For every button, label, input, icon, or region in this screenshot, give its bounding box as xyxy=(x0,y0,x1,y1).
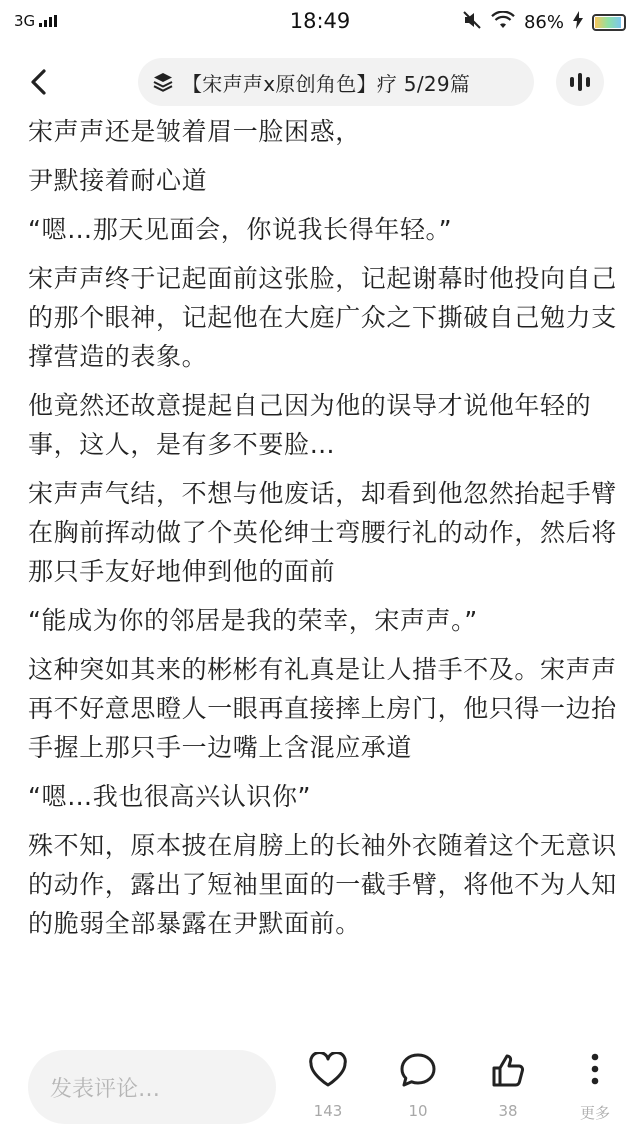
battery-icon xyxy=(592,14,626,31)
audio-button[interactable] xyxy=(556,58,604,106)
comment-input[interactable]: 发表评论… xyxy=(28,1050,276,1124)
paragraph: “嗯…我也很高兴认识你” xyxy=(28,782,312,811)
thumbs-up-count: 38 xyxy=(498,1102,518,1120)
wifi-icon xyxy=(491,11,515,34)
network-type: 3G xyxy=(14,12,36,30)
like-count: 143 xyxy=(313,1102,343,1120)
status-bar xyxy=(0,0,640,44)
heart-icon xyxy=(308,1052,348,1088)
speech-bubble-icon xyxy=(398,1052,438,1088)
chapter-title: 【宋声声x原创角色】疗 5/29篇 xyxy=(182,71,471,96)
chapter-title-pill[interactable] xyxy=(138,58,534,106)
status-icons xyxy=(462,10,626,35)
mute-icon xyxy=(462,10,482,35)
paragraph: 尹默接着耐心道 xyxy=(28,166,208,195)
comment-count: 10 xyxy=(408,1102,428,1120)
chevron-left-icon xyxy=(22,64,58,100)
paragraph: “嗯…那天见面会，你说我长得年轻。” xyxy=(28,215,453,244)
paragraph: 殊不知，原本披在肩膀上的长袖外衣随着这个无意识的动作，露出了短袖里面的一截手臂，将他不为人知的脆弱全部暴露在尹默面前。 xyxy=(28,831,617,938)
top-nav xyxy=(0,52,640,112)
battery-percent: 86% xyxy=(523,12,564,33)
comment-button[interactable] xyxy=(383,1052,453,1120)
paragraph: “能成为你的邻居是我的荣幸，宋声声。” xyxy=(28,606,478,635)
like-button[interactable] xyxy=(293,1052,363,1120)
more-label: 更多 xyxy=(579,1104,610,1122)
paragraph: 他竟然还故意提起自己因为他的误导才说他年轻的事，这人，是有多不要脸… xyxy=(28,391,592,459)
layers-icon xyxy=(152,71,174,93)
clock: 18:49 xyxy=(289,9,351,33)
more-vertical-icon xyxy=(575,1052,615,1088)
paragraph: 这种突如其来的彬彬有礼真是让人措手不及。宋声声再不好意思瞪人一眼再直接摔上房门，他只得一边抬手握上那只手一边嘴上含混应承道 xyxy=(28,655,617,762)
paragraph: 宋声声气结，不想与他废话，却看到他忽然抬起手臂在胸前挥动做了个英伦绅士弯腰行礼的动作，然后将那只手友好地伸到他的面前 xyxy=(28,479,617,586)
back-button[interactable] xyxy=(22,64,58,100)
thumbs-up-button[interactable] xyxy=(473,1052,543,1120)
thumbs-up-icon xyxy=(488,1052,528,1088)
audio-bars-icon xyxy=(570,73,590,91)
article-content xyxy=(28,112,628,1038)
paragraph: 宋声声终于记起面前这张脸，记起谢幕时他投向自己的那个眼神，记起他在大庭广众之下撕破自己勉力支撑营造的表象。 xyxy=(28,264,617,371)
charging-icon xyxy=(573,11,583,34)
bottom-action-bar xyxy=(0,1040,640,1138)
paragraph: 宋声声还是皱着眉一脸困惑， xyxy=(28,117,361,146)
more-button[interactable] xyxy=(560,1052,630,1123)
